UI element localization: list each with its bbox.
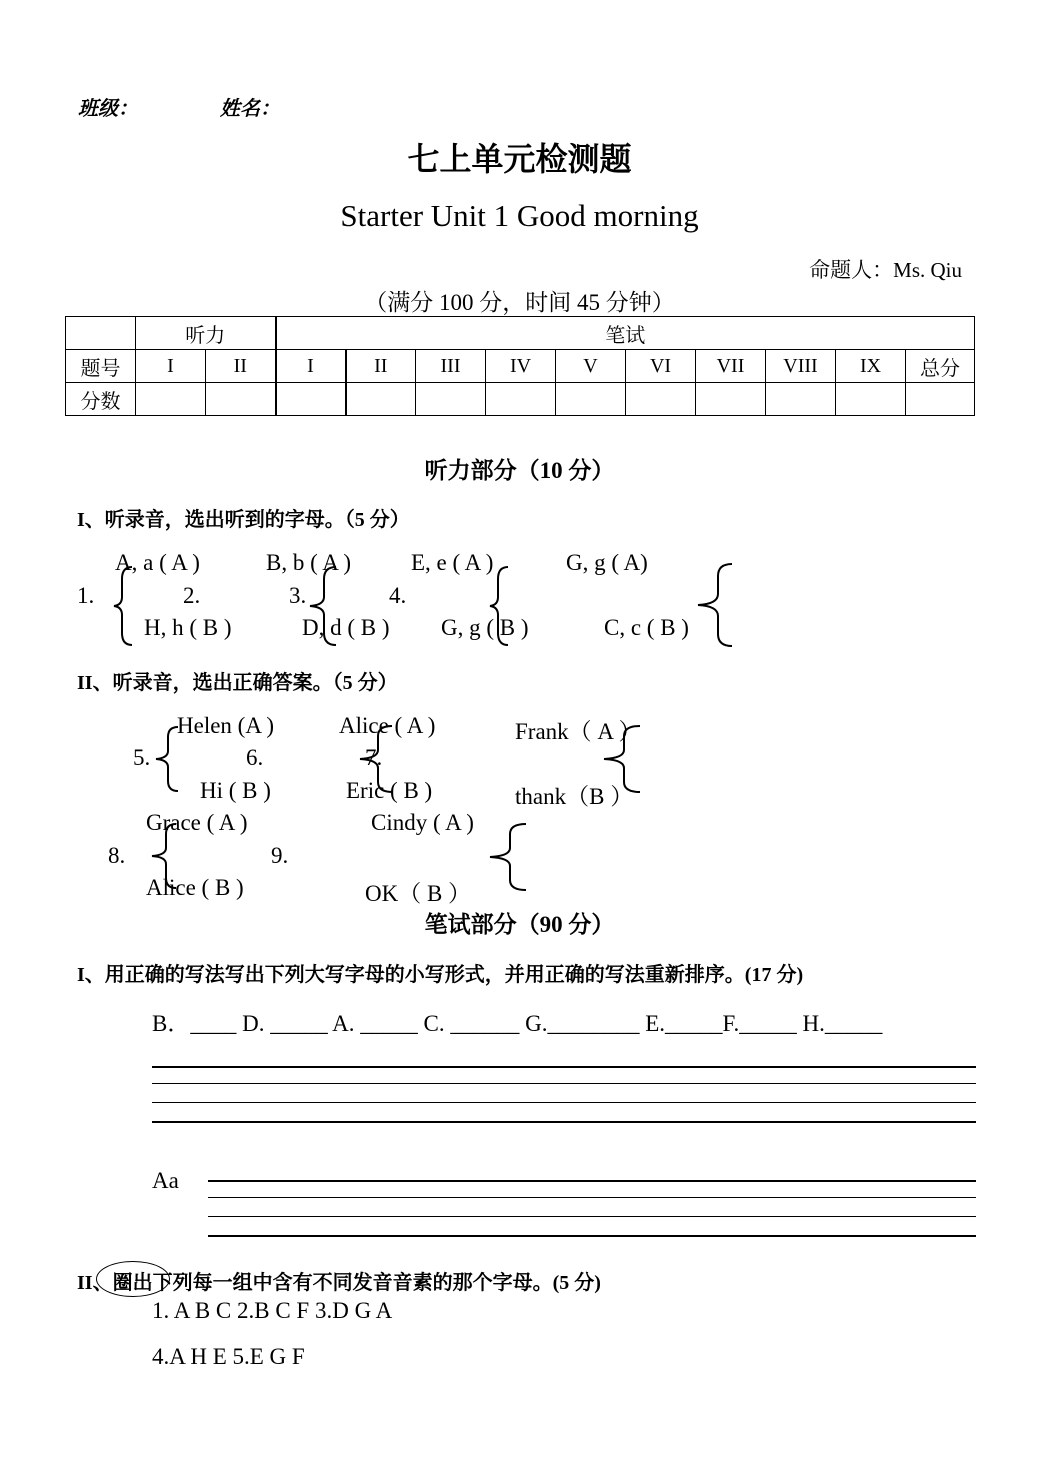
q1-option-top-3: E, e ( A ) [411, 550, 494, 575]
col-writing-7: VII [696, 350, 766, 383]
q2-circled-word: 圈出 [112, 1272, 153, 1294]
q1-option-top-2: B, b ( A ) [266, 550, 351, 575]
row-label-score: 分数 [66, 383, 136, 416]
left-brace-icon [150, 725, 184, 793]
score-cell[interactable] [906, 383, 975, 416]
q2-number-6: 6. [246, 745, 264, 770]
col-writing-9: IX [836, 350, 906, 383]
q2-number-5: 5. [133, 745, 151, 770]
table-row [66, 350, 975, 383]
q2-option-top-3: Frank（ A ） [515, 719, 642, 744]
listening-q1-title: I、听录音，选出听到的字母。（5 分） [77, 509, 410, 531]
score-cell[interactable] [696, 383, 766, 416]
q2-option-top-1: Helen (A ) [177, 713, 275, 738]
score-table [65, 316, 975, 416]
score-cell[interactable] [766, 383, 836, 416]
left-brace-icon [148, 822, 182, 890]
table-corner [66, 317, 136, 350]
writing-q1-title: I、用正确的写法写出下列大写字母的小写形式，并用正确的写法重新排序。(17 分) [77, 964, 804, 986]
left-brace-icon [488, 822, 530, 892]
q2-number-8: 8. [108, 843, 126, 868]
q1-number-3: 3. [289, 583, 307, 608]
q1-option-top-4: G, g ( A) [566, 550, 648, 575]
q1-option-bottom-4: C, c ( B ) [604, 615, 689, 640]
class-label: 班级： [78, 96, 138, 120]
writing-line [208, 1216, 976, 1217]
q1-option-bottom-2: D, d ( B ) [302, 615, 390, 640]
circle-mark [96, 1261, 170, 1297]
score-cell[interactable] [626, 383, 696, 416]
listening-heading: 听力部分（10 分） [424, 458, 615, 483]
score-info: （满分 100 分，时间 45 分钟） [364, 290, 675, 315]
writing-line [152, 1121, 976, 1123]
listening-q2-title: II、听录音，选出正确答案。（5 分） [77, 672, 398, 694]
q2-prefix: II、 [77, 1272, 113, 1294]
col-total: 总分 [906, 350, 975, 383]
q1-number-4: 4. [389, 583, 407, 608]
score-cell[interactable] [836, 383, 906, 416]
score-cell[interactable] [486, 383, 556, 416]
left-brace-icon [108, 565, 138, 647]
col-writing-6: VI [626, 350, 696, 383]
name-label: 姓名： [220, 96, 280, 120]
col-writing-2: II [346, 350, 416, 383]
writing-line [208, 1197, 976, 1198]
q2-option-bottom-3: thank（B ） [515, 784, 634, 809]
q2-option-bottom-5: OK（ B ） [365, 881, 472, 906]
page-title: 七上单元检测题 [407, 140, 632, 178]
col-writing-3: III [416, 350, 486, 383]
writing-line [208, 1180, 976, 1182]
q2-option-bottom-4: Alice ( B ) [146, 875, 244, 900]
writing-line [152, 1102, 976, 1103]
example-letters: Aa [152, 1168, 179, 1193]
writing-line [152, 1083, 976, 1084]
q2-number-9: 9. [271, 843, 289, 868]
q1-option-bottom-3: G, g ( B ) [441, 615, 529, 640]
left-brace-icon [600, 722, 644, 796]
table-row [66, 383, 975, 416]
q2-title-rest: 下列每一组中含有不同发音音素的那个字母。(5 分) [152, 1272, 601, 1294]
row-label-item: 题号 [66, 350, 136, 383]
q2-option-bottom-1: Hi ( B ) [200, 778, 271, 803]
left-brace-icon [484, 565, 514, 647]
writing-line [152, 1066, 976, 1068]
score-cell[interactable] [276, 383, 346, 416]
score-cell[interactable] [206, 383, 276, 416]
col-writing-5: V [556, 350, 626, 383]
q2-line-1: 1. A B C 2.B C F 3.D G A [152, 1298, 393, 1323]
q1-option-bottom-1: H, h ( B ) [144, 615, 232, 640]
col-writing-1: I [276, 350, 346, 383]
col-listening-1: I [136, 350, 206, 383]
author: 命题人：Ms. Qiu [809, 258, 962, 282]
col-writing-8: VIII [766, 350, 836, 383]
score-cell[interactable] [136, 383, 206, 416]
table-group-listening: 听力 [136, 317, 276, 350]
col-listening-2: II [206, 350, 276, 383]
q1-number-2: 2. [183, 583, 201, 608]
col-writing-4: IV [486, 350, 556, 383]
left-brace-icon [302, 565, 342, 647]
q2-option-bottom-2: Eric ( B ) [346, 778, 433, 803]
score-cell[interactable] [346, 383, 416, 416]
q2-number-7: 7. [365, 745, 383, 770]
q2-line-2: 4.A H E 5.E G F [152, 1344, 305, 1369]
score-cell[interactable] [416, 383, 486, 416]
table-group-writing: 笔试 [276, 317, 975, 350]
left-brace-icon [356, 722, 396, 796]
score-cell[interactable] [556, 383, 626, 416]
left-brace-icon [692, 562, 736, 648]
page-subtitle: Starter Unit 1 Good morning [340, 198, 699, 233]
q1-number-1: 1. [77, 583, 95, 608]
q2-option-top-4: Grace ( A ) [146, 810, 248, 835]
writing-heading: 笔试部分（90 分） [424, 912, 615, 937]
letters-line: B．____ D. _____ A. _____ C. ______ G.________ E._____F._____ H._____ [152, 1011, 883, 1036]
writing-line [208, 1235, 976, 1237]
q2-option-top-2: Alice ( A ) [339, 713, 436, 738]
q2-option-top-5: Cindy ( A ) [371, 810, 474, 835]
q1-option-top-1: A, a ( A ) [115, 550, 200, 575]
